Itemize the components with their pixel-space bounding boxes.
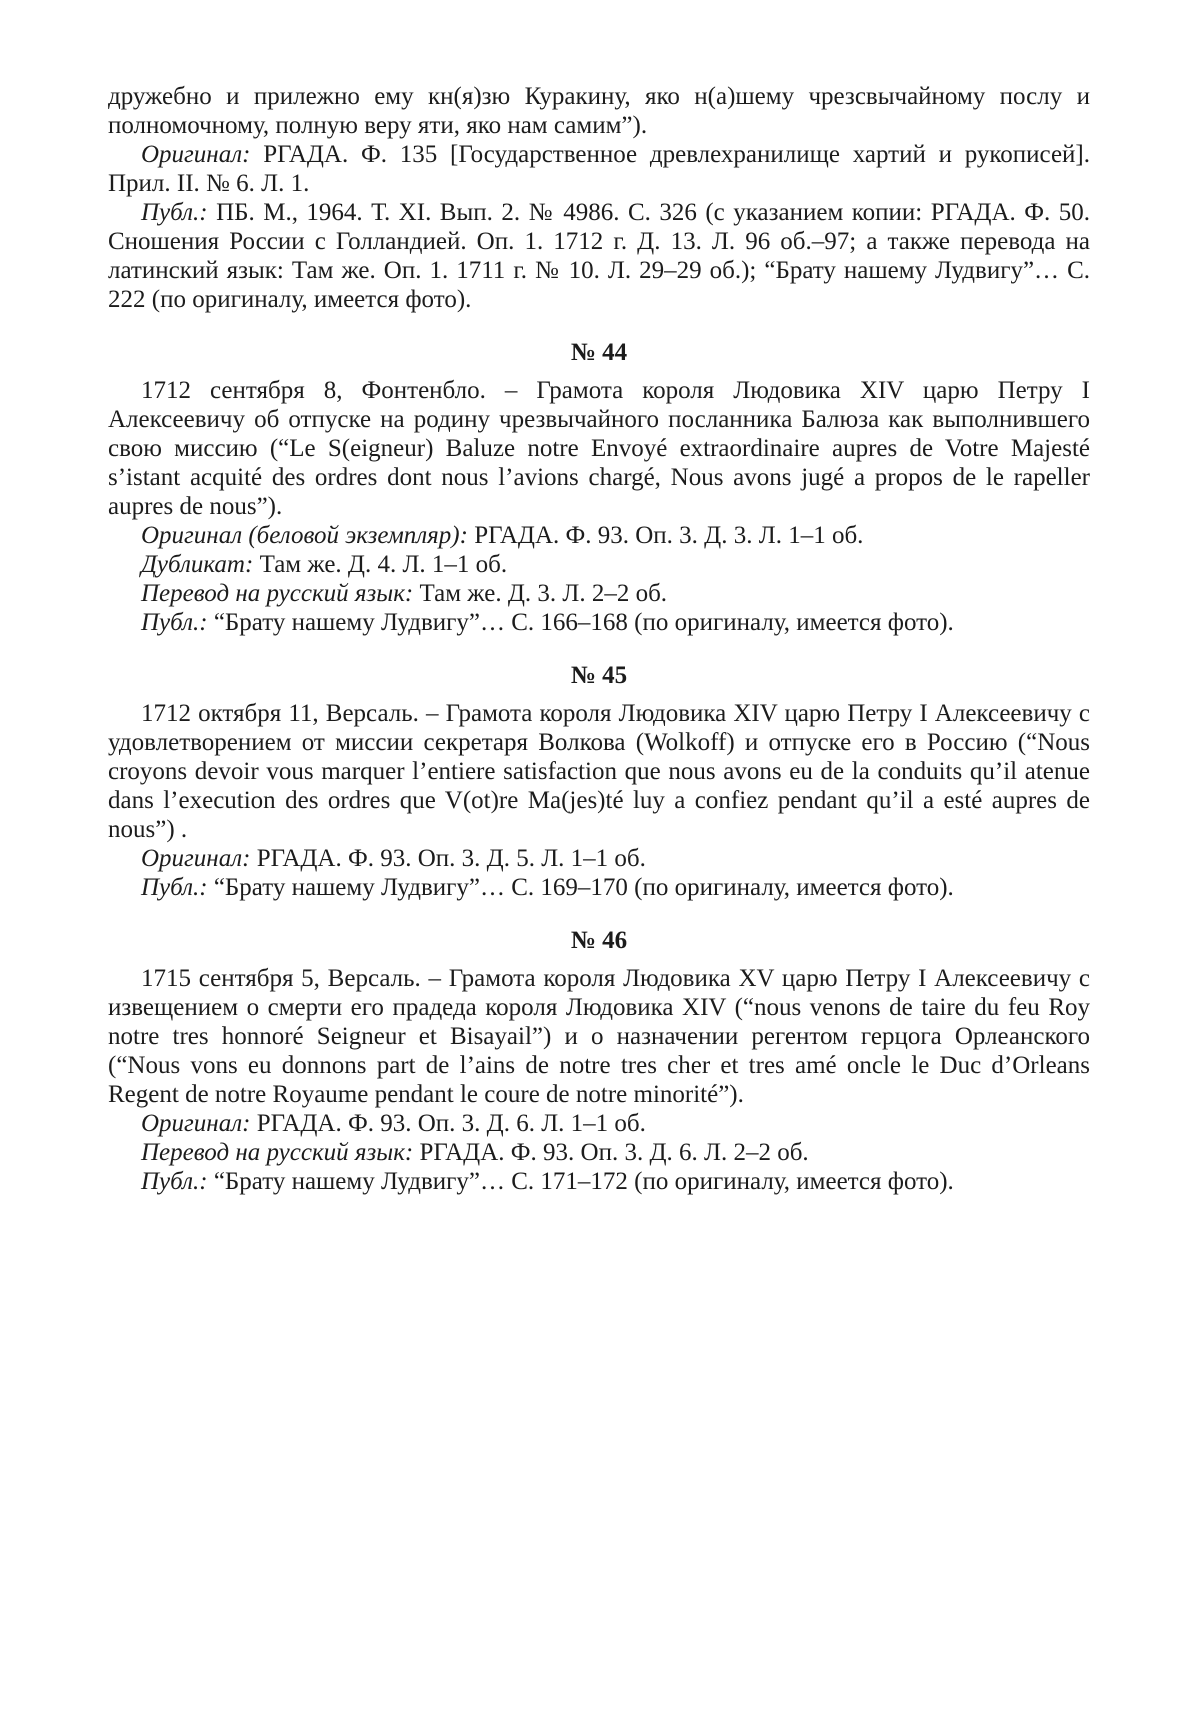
entry-46-reference-publication	[108, 1167, 1090, 1196]
reference-text: “Брату нашему Лудвигу”… С. 166–168 (по оригиналу, имеется фото).	[207, 609, 954, 636]
entry-45-description: 1712 октября 11, Версаль. – Грамота короля Людовика XIV царю Петру I Алексеевичу с удовлетворением от миссии секретаря Волкова (Wolkoff) и отпуске его в Россию (“Nous croyons devoir vous marquer l’entiere satisfaction que nous avons eu de la conduits qu’il atenue dans l’execution des ordres que V(ot)re Ma(jes)té luy a confiez pendant qu’il a esté aupres de nous”) .	[108, 700, 1090, 843]
reference-text: Там же. Д. 3. Л. 2–2 об.	[413, 580, 668, 607]
reference-text: РГАДА. Ф. 93. Оп. 3. Д. 6. Л. 2–2 об.	[413, 1139, 809, 1166]
entry-46-reference-translation	[108, 1138, 1090, 1167]
reference-text: “Брату нашему Лудвигу”… С. 169–170 (по оригиналу, имеется фото).	[207, 874, 954, 901]
reference-label: Оригинал (беловой экземпляр):	[141, 522, 468, 549]
reference-text: РГАДА. Ф. 93. Оп. 3. Д. 5. Л. 1–1 об.	[250, 845, 646, 872]
reference-text: “Брату нашему Лудвигу”… С. 171–172 (по оригиналу, имеется фото).	[207, 1168, 954, 1195]
reference-label: Дубликат:	[141, 551, 254, 578]
reference-label: Оригинал:	[141, 141, 251, 168]
reference-publication-prev	[108, 198, 1090, 314]
reference-original-prev	[108, 140, 1090, 198]
reference-label: Публ.:	[141, 1168, 208, 1195]
entry-46-number: № 46	[570, 927, 628, 954]
reference-label: Оригинал:	[141, 1110, 251, 1137]
entry-44-number: № 44	[570, 339, 628, 366]
entry-45-reference-original	[108, 844, 1090, 873]
entry-44-reference-publication	[108, 608, 1090, 637]
reference-label: Перевод на русский язык:	[141, 580, 414, 607]
reference-text: РГАДА. Ф. 93. Оп. 3. Д. 3. Л. 1–1 об.	[467, 522, 864, 549]
continuation-paragraph	[108, 82, 1090, 140]
entry-44-description: 1712 сентября 8, Фонтенбло. – Грамота короля Людовика XIV царю Петру I Алексеевичу об отпуске на родину чрезвычайного посланника Балюза как выполнившего свою миссию (“Le S(eigneur) Baluze notre Envoyé extraordinaire aupres de Votre Majesté s’istant acquité des ordres dont nous l’avions chargé, Nous avons jugé a propos de le rapeller aupres de nous”).	[108, 377, 1090, 520]
entry-44-reference-duplicate	[108, 550, 1090, 579]
continuation-text: дружебно и прилежно ему кн(я)зю Куракину, яко н(а)шему чрезсвычайному послу и полномочному, полную веру яти, яко нам самим”).	[108, 83, 1090, 139]
reference-label: Публ.:	[141, 199, 208, 226]
entry-45-number: № 45	[570, 662, 628, 689]
reference-text: ПБ. М., 1964. Т. XI. Вып. 2. № 4986. С. 326 (с указанием копии: РГАДА. Ф. 50. Сношения России с Голландией. Оп. 1. 1712 г. Д. 13. Л. 96 об.–97; а также перевода на латинский язык: Там же. Оп. 1. 1711 г. № 10. Л. 29–29 об.); “Брату нашему Лудвигу”… С. 222 (по оригиналу, имеется фото).	[108, 199, 1090, 313]
reference-label: Оригинал:	[141, 845, 251, 872]
reference-label: Перевод на русский язык:	[141, 1139, 414, 1166]
entry-45-reference-publication	[108, 873, 1090, 902]
reference-text: РГАДА. Ф. 93. Оп. 3. Д. 6. Л. 1–1 об.	[250, 1110, 646, 1137]
entry-46-reference-original	[108, 1109, 1090, 1138]
entry-44-reference-translation	[108, 579, 1090, 608]
entry-44-reference-original	[108, 521, 1090, 550]
entry-46-description: 1715 сентября 5, Версаль. – Грамота короля Людовика XV царю Петру I Алексеевичу с извещением о смерти его прадеда короля Людовика XIV (“nous venons de taire du feu Roy notre tres honnoré Seigneur et Bisayail”) и о назначении регентом герцога Орлеанского (“Nous vons eu donnons part de l’ains de notre tres cher et tres amé oncle le Duc d’Orleans Regent de notre Royaume pendant le coure de notre minorité”).	[108, 965, 1090, 1108]
reference-label: Публ.:	[141, 874, 208, 901]
reference-text: Там же. Д. 4. Л. 1–1 об.	[253, 551, 508, 578]
reference-label: Публ.:	[141, 609, 208, 636]
reference-text: РГАДА. Ф. 135 [Государственное древлехранилище хартий и рукописей]. Прил. II. № 6. Л. 1.	[108, 141, 1090, 197]
